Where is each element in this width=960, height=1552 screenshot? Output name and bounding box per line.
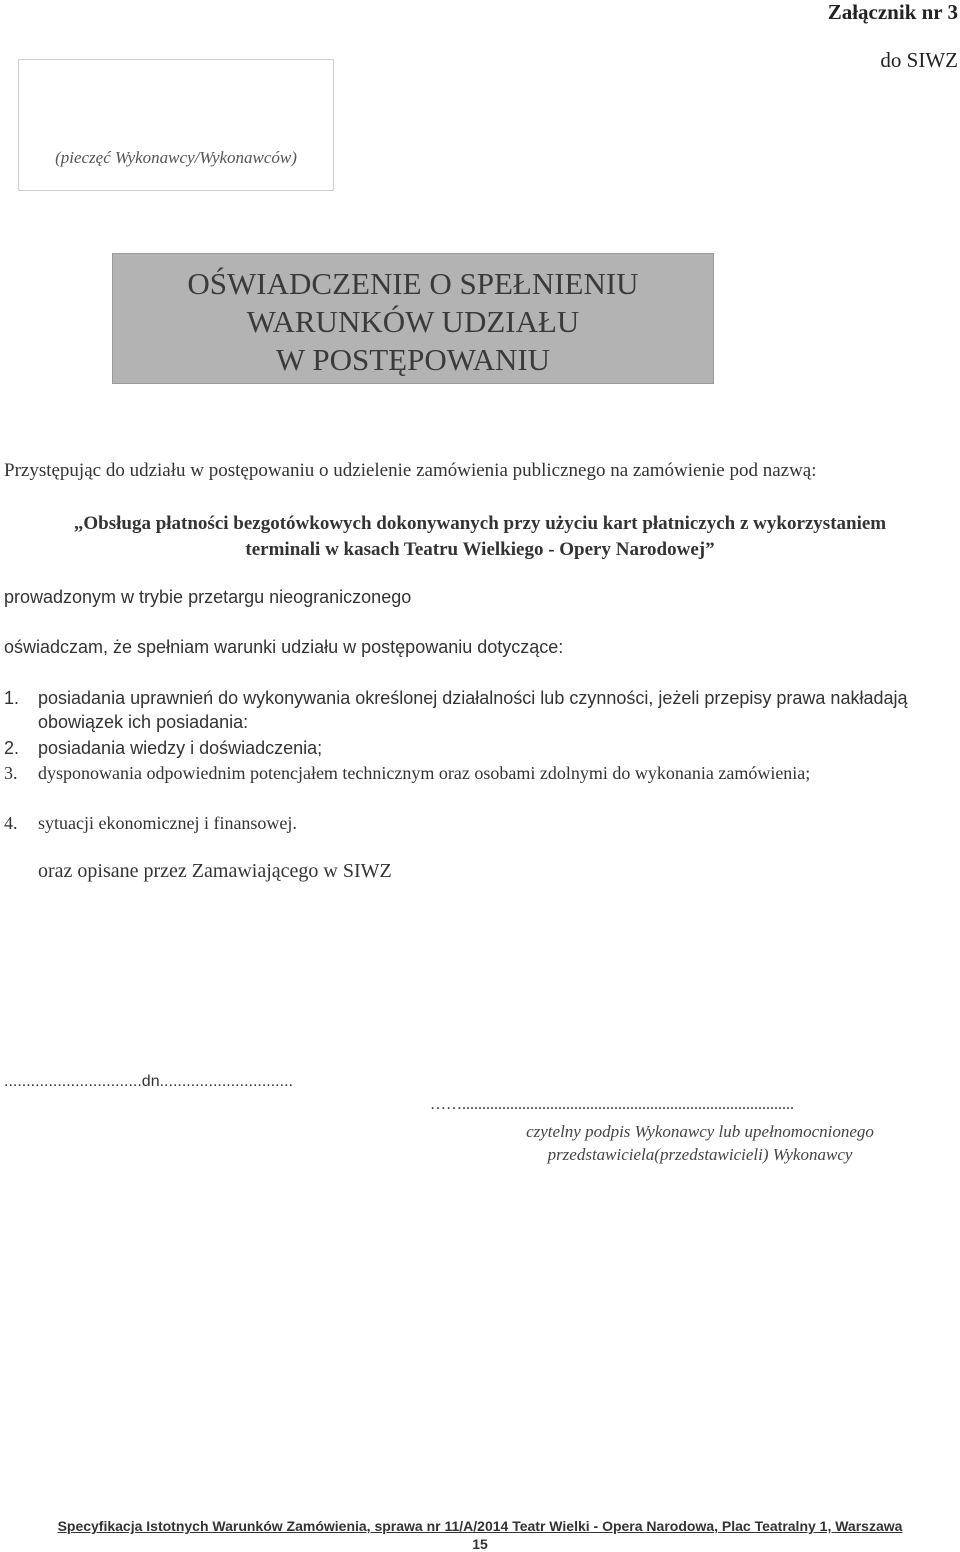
- declaration-text: oświadczam, że spełniam warunki udziału w postępowaniu dotyczące:: [4, 637, 564, 657]
- closing-text: oraz opisane przez Zamawiającego w SIWZ: [38, 860, 392, 882]
- subject-line-1: „Obsługa płatności bezgotówkowych dokonywanych przy użyciu kart płatniczych z wykorzystaniem: [73, 513, 887, 534]
- siwz-label: do SIWZ: [880, 48, 958, 72]
- signature-label: [420, 1120, 960, 1166]
- place-date-field: ...............................dn..............................: [4, 1073, 293, 1090]
- intro-text: Przystępując do udziału w postępowaniu o udzielenie zamówienia publicznego na zamówienie pod nazwą:: [4, 460, 817, 481]
- page-number: 15: [472, 1536, 488, 1552]
- stamp-box: [18, 59, 334, 191]
- page-footer: Specyfikacja Istotnych Warunków Zamówienia, sprawa nr 11/A/2014 Teatr Wielki - Opera Narodowa, Plac Teatralny 1, Warszawa: [57, 1518, 903, 1534]
- annex-label: Załącznik nr 3: [827, 0, 958, 24]
- procedure-mode: prowadzonym w trybie przetargu nieograniczonego: [4, 587, 412, 607]
- signature-line: ……...................................................................................: [430, 1096, 794, 1113]
- document-title: [112, 253, 714, 384]
- title-line-3: W POSTĘPOWANIU: [275, 342, 551, 377]
- list-item-text: dysponowania odpowiednim potencjałem technicznym oraz osobami zdolnymi do wykonania zamówienia;: [38, 763, 811, 783]
- list-item-number: 2.: [4, 738, 20, 758]
- signature-label-line-1: czytelny podpis Wykonawcy lub upełnomocnionego: [526, 1122, 874, 1141]
- list-item-number: 4.: [4, 813, 18, 833]
- title-line-2: WARUNKÓW UDZIAŁU: [246, 304, 580, 339]
- list-item-text: sytuacji ekonomicznej i finansowej.: [38, 813, 297, 833]
- list-item-number: 3.: [4, 763, 18, 783]
- list-item-number: 1.: [4, 688, 20, 708]
- title-line-1: OŚWIADCZENIE O SPEŁNIENIU: [187, 266, 639, 301]
- signature-label-line-2: przedstawiciela(przedstawicieli) Wykonawcy: [547, 1145, 853, 1164]
- list-item-text: posiadania uprawnień do wykonywania określonej działalności lub czynności, jeżeli przepisy prawa nakładają obowiązek ich posiadania:: [38, 688, 908, 732]
- list-item-text: posiadania wiedzy i doświadczenia;: [38, 738, 323, 758]
- stamp-label: (pieczęć Wykonawcy/Wykonawców): [55, 148, 297, 167]
- order-subject: [0, 511, 960, 563]
- subject-line-2: terminali w kasach Teatru Wielkiego - Opery Narodowej”: [245, 539, 715, 560]
